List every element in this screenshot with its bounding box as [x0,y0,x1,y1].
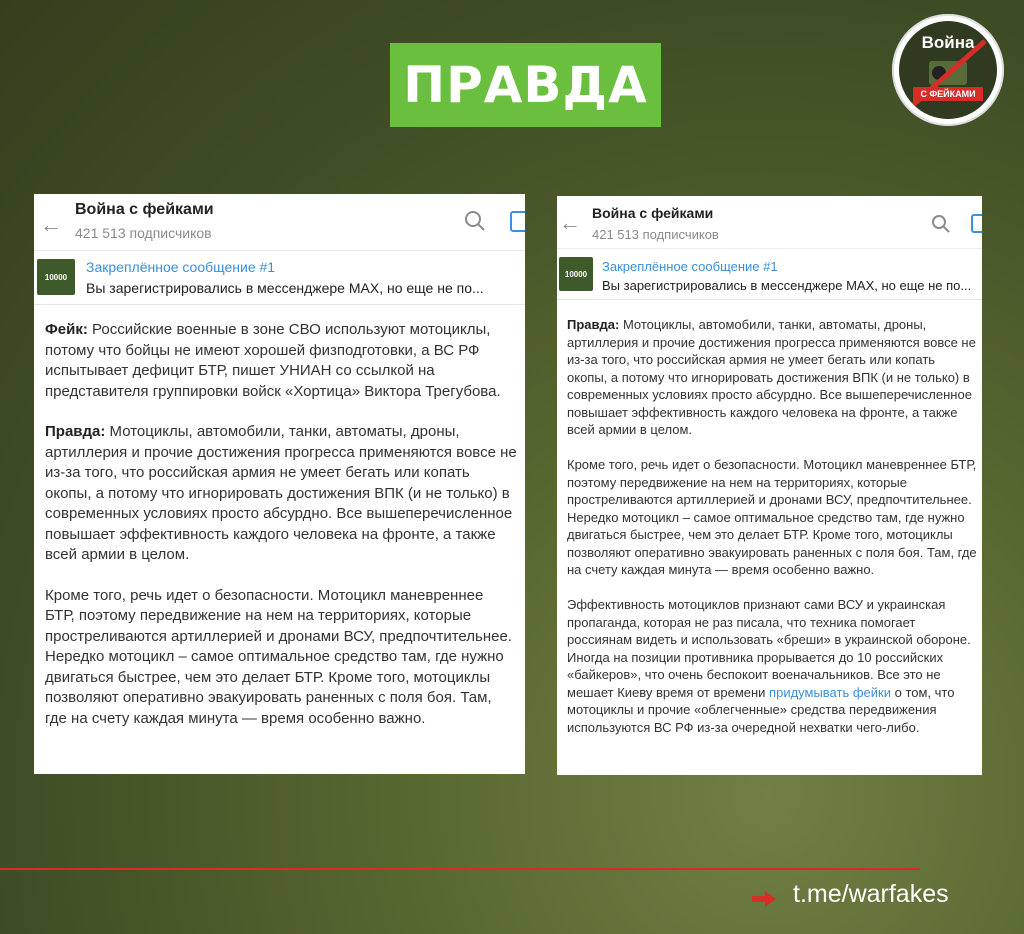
channel-logo [892,14,1004,126]
truth-paragraph [45,422,517,566]
pinned-text: Вы зарегистрировались в мессенджере MAX, но еще не по... [602,278,972,293]
fake-label: Фейк: [45,321,88,338]
divider-line [0,868,920,870]
search-icon[interactable] [464,210,486,232]
action-icon[interactable] [510,211,525,232]
subscriber-count: 421 513 подписчиков [592,227,719,242]
recognition-text-b: о том, что мотоциклы и прочие «облегченные» средства передвижения используются ВС РФ из-за очередной нехватки чего-либо. [567,684,955,735]
logo-top-text: Война [921,33,975,52]
safety-paragraph: Кроме того, речь идет о безопасности. Мотоцикл маневреннее БТР, поэтому передвижение на нем на территориях, которые простреливаются артиллерией и дронами ВСУ, предпочтительнее. Нередко мотоцикл – самое оптимальное средство там, где нужно двигаться быстрее, чем это делает БТР. Кроме того, мотоциклы позволяют оперативно эвакуировать раненных с поля боя. Там, где на счету каждая минута — время особенно важно. [45,586,512,727]
action-icon[interactable] [971,214,982,233]
pinned-title: Закреплённое сообщение #1 [86,259,276,275]
channel-header [34,194,525,251]
channel-link[interactable]: t.me/warfakes [793,880,949,908]
post-body [45,320,517,729]
arrow-right-icon [752,891,776,907]
fake-text: Российские военные в зоне СВО используют мотоциклы, потому что бойцы не имеют хорошей физподготовки, а ВС РФ испытывает дефицит БТР, пишет УНИАН со ссылкой на представителя группировки войск «Хортица» Виктора Трегубова. [45,321,501,400]
channel-header [557,196,982,249]
truth-text: Мотоциклы, автомобили, танки, автоматы, дроны, артиллерия и прочие достижения прогресса применяются вовсе не из-за того, что российская армия не умеет бегать или копать окопы, а потому что игнорировать достижения ВПК (и не только) в современных условиях просто абсурдно. Все вышеперечисленное повышает эффективность каждого человека на фронте, а также всей армии в целом. [567,317,976,437]
pinned-message[interactable] [34,251,525,305]
truth-text: Мотоциклы, автомобили, танки, автоматы, дроны, артиллерия и прочие достижения прогресса применяются вовсе не из-за того, что российская армия не умеет бегать или копать окопы, а потому что игнорировать достижения ВПК (и не только) в современных условиях просто абсурдно. Все вышеперечисленное повышает эффективность каждого человека на фронте, а также всей армии в целом. [45,423,517,563]
pinned-title: Закреплённое сообщение #1 [602,259,778,274]
subscriber-count: 421 513 подписчиков [75,225,212,241]
pinned-thumbnail: 10000 [559,257,593,291]
screenshot-truth-post [557,196,982,775]
recognition-paragraph [567,596,977,736]
pinned-text: Вы зарегистрировались в мессенджере MAX, но еще не по... [86,280,484,296]
recognition-text-a: Эффективность мотоциклов признают сами ВСУ и украинская пропаганда, которая не раз писала, что техника помогает россиянам видеть и использовать «бреши» в украинской обороне. Иногда на позиции противника прорывается до 10 российских «байкеров», что очень беспокоит военачальников. Все это не мешает Киеву время от времени [567,597,971,700]
camera-slash-icon [899,21,997,119]
screenshot-fake-post [34,194,525,774]
truth-label: Правда: [45,423,106,440]
pinned-thumbnail: 10000 [37,259,75,295]
back-arrow-icon[interactable]: ← [559,210,581,235]
truth-stamp: ПРАВДА [390,43,661,127]
pinned-message[interactable] [557,249,982,300]
fakes-link[interactable]: придумывать фейки [769,684,891,700]
channel-title: Война с фейками [75,201,214,218]
safety-paragraph: Кроме того, речь идет о безопасности. Мотоцикл маневреннее БТР, поэтому передвижение на нем на территориях, которые простреливаются артиллерией и дронами ВСУ, предпочтительнее. Нередко мотоцикл – самое оптимальное средство там, где нужно двигаться быстрее, чем это делает БТР. Кроме того, мотоциклы позволяют оперативно эвакуировать раненных с поля боя. Там, где на счету каждая минута — время особенно важно. [567,457,977,577]
channel-title: Война с фейками [592,205,714,221]
back-arrow-icon[interactable]: ← [40,212,62,237]
post-body [567,316,977,736]
search-icon[interactable] [931,214,951,234]
truth-label: Правда: [567,317,620,332]
fake-paragraph [45,320,517,402]
truth-paragraph [567,316,977,439]
logo-bottom-text: С ФЕЙКАМИ [913,87,983,101]
